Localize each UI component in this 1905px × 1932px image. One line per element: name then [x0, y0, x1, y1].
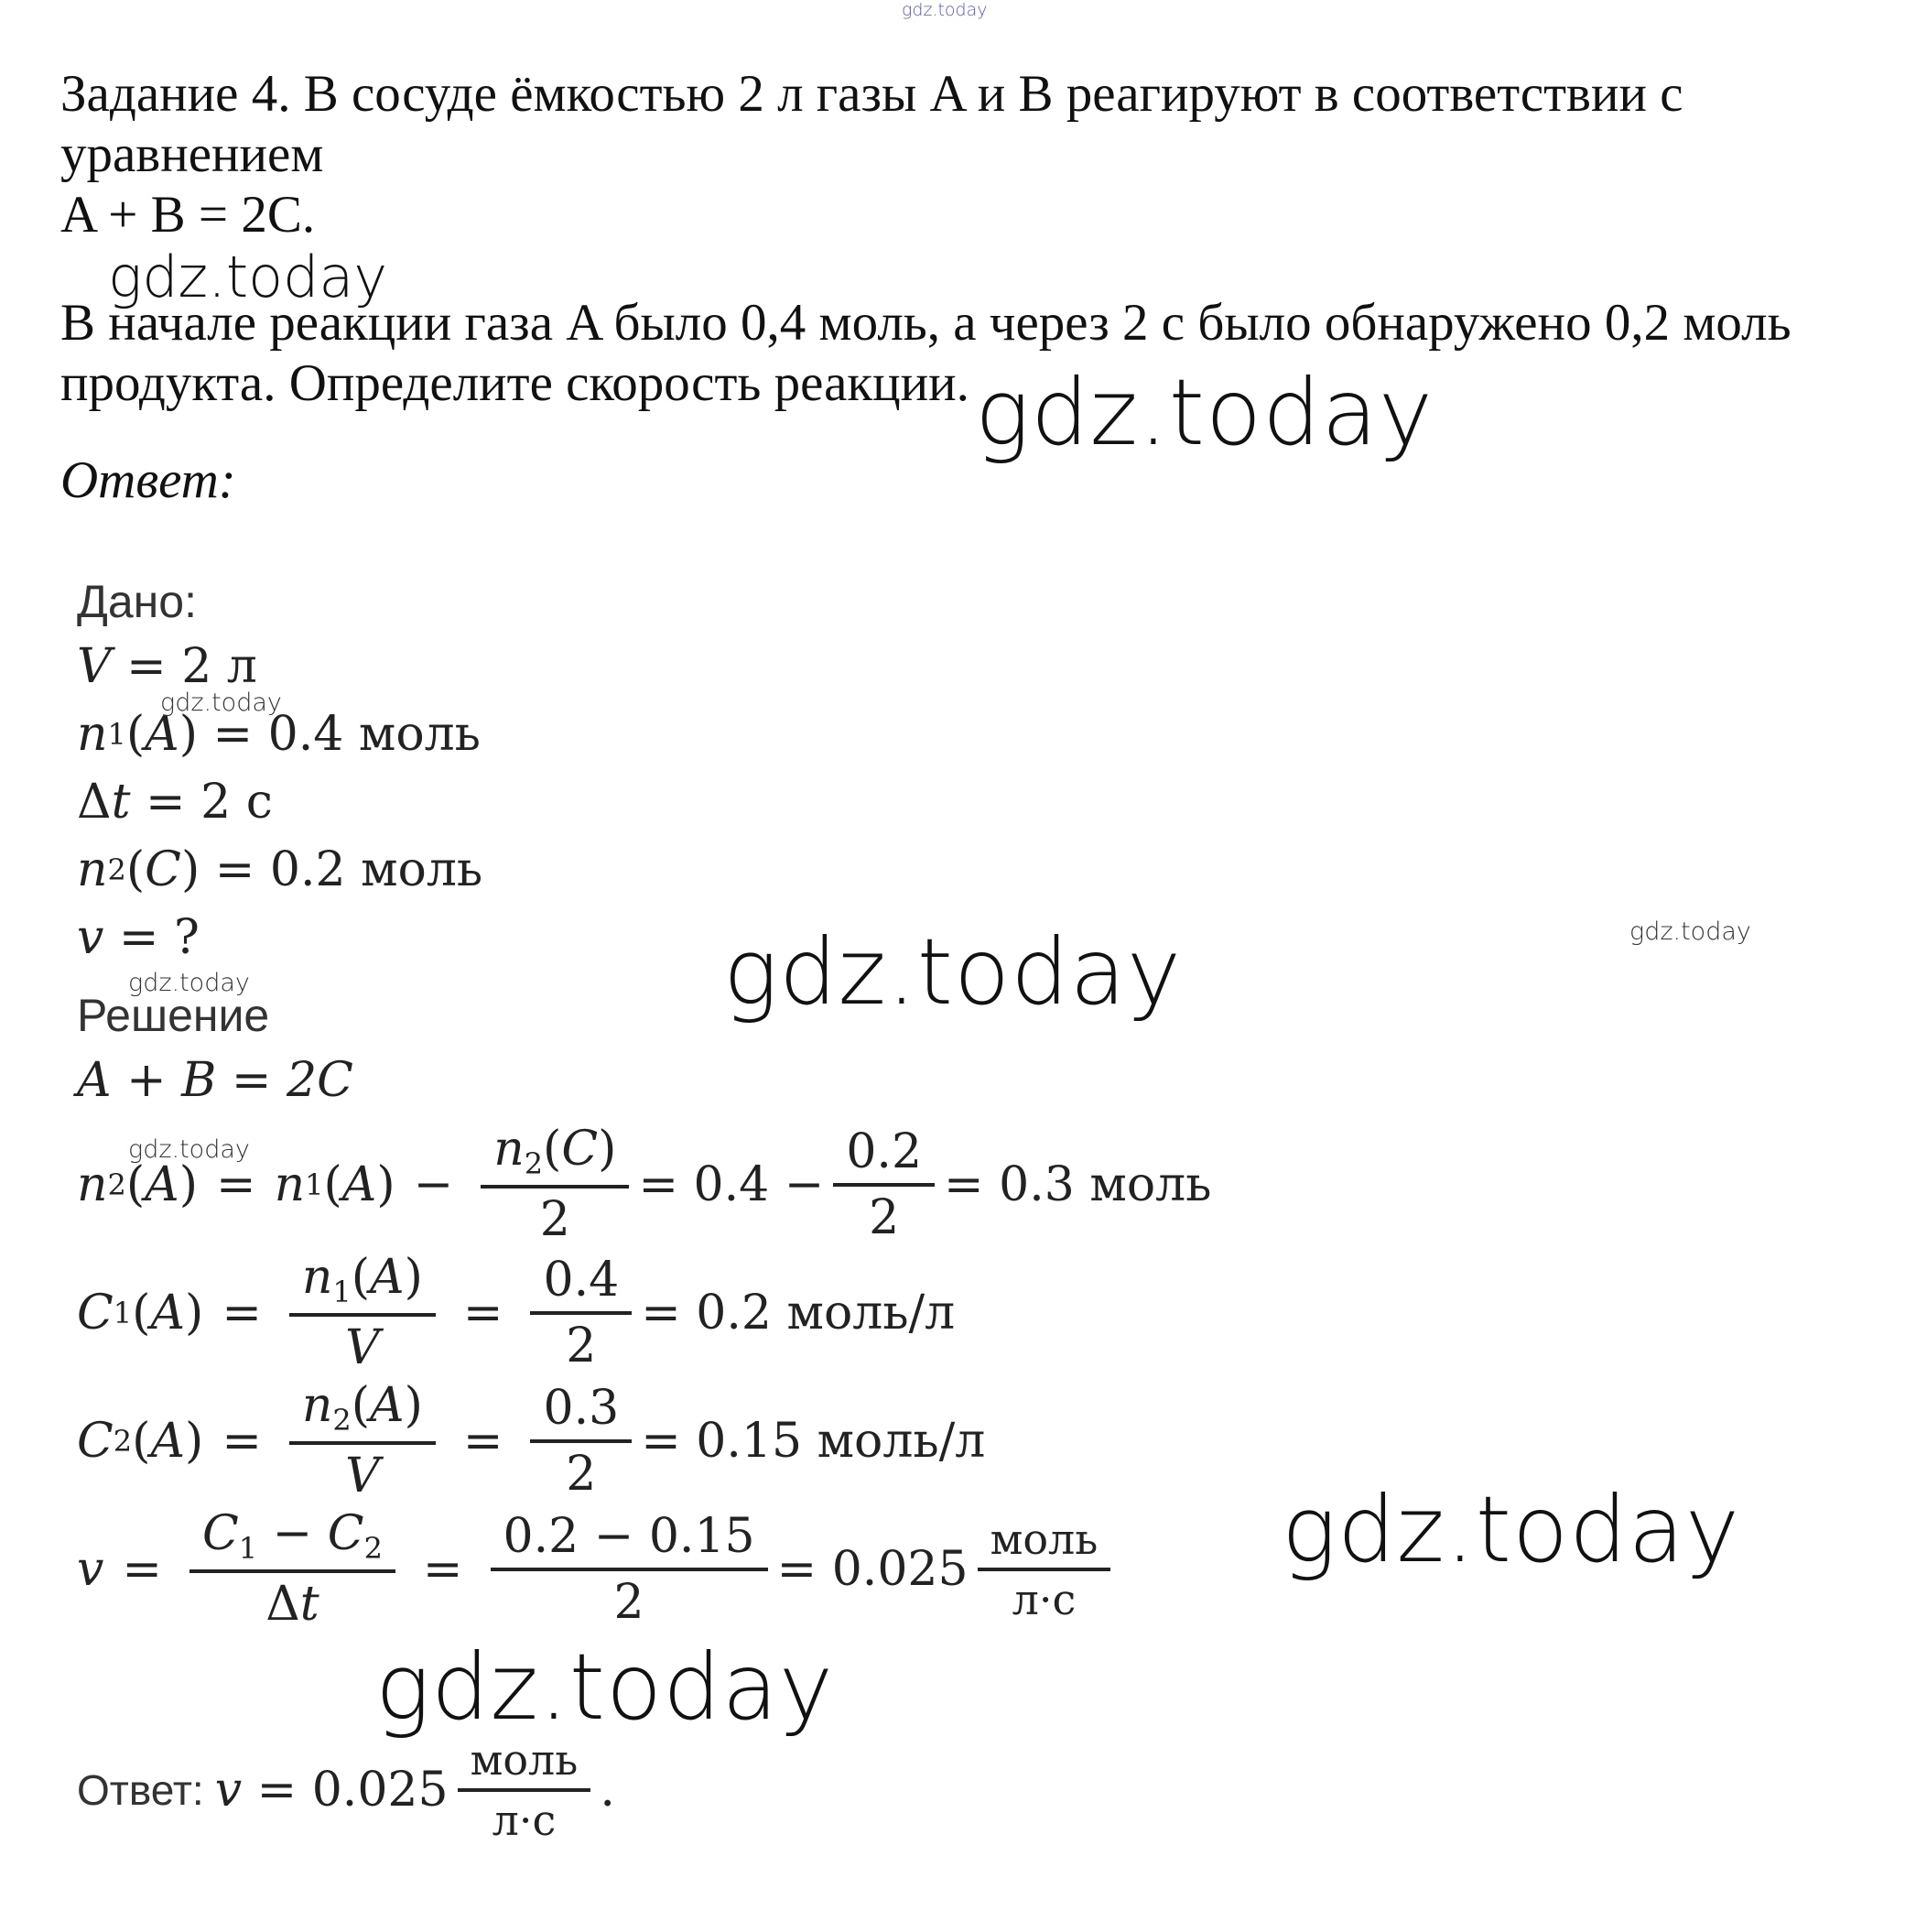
watermark-2: gdz.today — [975, 359, 1434, 466]
watermark-5: gdz.today — [1629, 917, 1751, 946]
watermark-8: gdz.today — [1282, 1476, 1741, 1583]
watermark-6: gdz.today — [128, 969, 250, 997]
given-dt: Δ t = 2 с — [77, 775, 273, 830]
watermark-4: gdz.today — [723, 918, 1183, 1026]
watermark-9: gdz.today — [375, 1634, 835, 1741]
task-line-3: A + B = 2C. — [60, 186, 316, 244]
watermark-3: gdz.today — [160, 689, 282, 717]
given-n2: n 2 ( C ) = 0.2 моль — [77, 842, 483, 897]
solution-heading: Решение — [77, 990, 270, 1041]
given-n1: n 1 ( A ) = 0.4 моль — [77, 707, 481, 762]
final-answer: Ответ: v = 0.025 $\frac{\text{моль}}{л\cdot с}$ . — [77, 1735, 615, 1845]
given-velocity: v = ? — [77, 910, 200, 965]
task-line-1: Задание 4. В сосуде ёмкостью 2 л газы A и B реагируют в соответствии с — [60, 65, 1683, 123]
formula-c1: C 1 ( A ) = $\frac{n_1(A)}{V}$ = $\frac{0.4}{2}$ = 0.2 моль/л — [77, 1250, 956, 1375]
watermark-1: gdz.today — [108, 244, 388, 310]
answer-label: Ответ: — [60, 451, 236, 509]
reaction-equation: A + B = 2C — [77, 1053, 353, 1108]
watermark-7: gdz.today — [128, 1135, 250, 1164]
formula-n2-a: n 2 ( A ) = n 1 ( A ) − $\frac{n_2(C)}{2}$ = 0.4 − $\frac{0.2}{2}$ = 0.3 моль — [77, 1122, 1212, 1247]
task-line-5: продукта. Определите скорость реакции. — [60, 354, 969, 412]
given-heading: Дано: — [77, 576, 197, 627]
formula-velocity: v = $\frac{C_1 - C_2}{\Delta t}$ = $\frac{0.2 - 0.15}{2}$ = 0.025 $\frac{\text{моль}}{л\cdot с}$ — [77, 1506, 1120, 1632]
given-volume: V = 2 л — [77, 639, 257, 694]
task-line-2: уравнением — [60, 125, 324, 183]
task-line-4: В начале реакции газа A было 0,4 моль, а через 2 с было обнаружено 0,2 моль — [60, 294, 1791, 352]
formula-c2: C 2 ( A ) = $\frac{n_2(A)}{V}$ = $\frac{0.3}{2}$ = 0.15 моль/л — [77, 1378, 986, 1503]
watermark-top: gdz.today — [902, 0, 988, 20]
